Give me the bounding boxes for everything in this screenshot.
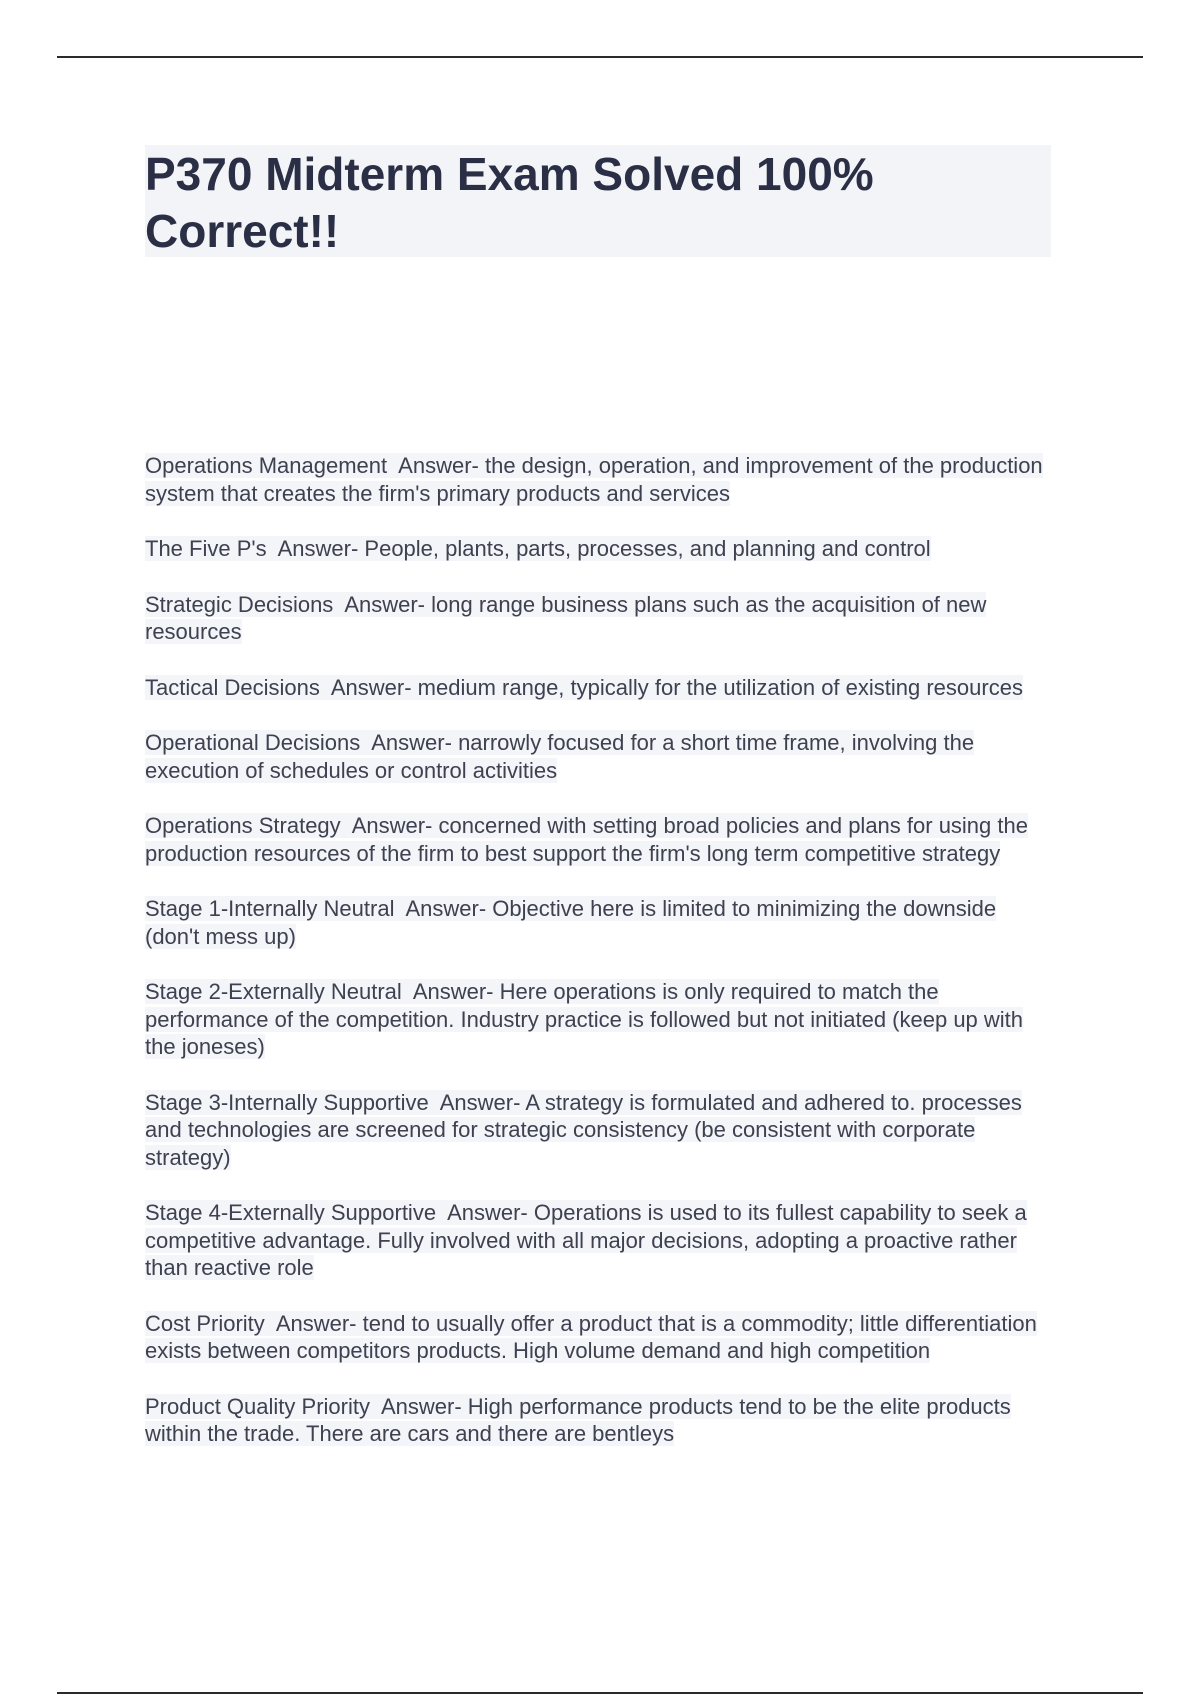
qa-term: Strategic Decisions	[145, 591, 334, 617]
qa-entry	[145, 729, 1045, 784]
qa-answer: People, plants, parts, processes, and planning and control	[364, 536, 931, 561]
qa-entry	[145, 591, 1045, 646]
qa-entry	[145, 535, 1045, 563]
qa-term: Operations Management	[145, 453, 388, 478]
qa-entry	[145, 1393, 1045, 1448]
qa-term: Cost Priority	[145, 1310, 265, 1336]
qa-term: Operational Decisions	[145, 730, 361, 755]
qa-entry-text	[145, 592, 986, 645]
qa-term: Tactical Decisions	[145, 674, 320, 700]
qa-term: Product Quality Priority	[145, 1393, 370, 1419]
qa-list	[145, 452, 1045, 1476]
qa-entry	[145, 1199, 1045, 1282]
qa-entry	[145, 1310, 1045, 1365]
qa-entry-text	[145, 896, 996, 949]
qa-entry-text	[145, 730, 974, 783]
qa-entry-text	[145, 453, 1043, 506]
qa-answer: the design, operation, and improvement of the production system that creates the firm's primary products and services	[145, 453, 1043, 506]
qa-answer: concerned with setting broad policies and plans for using the production resources of the firm to best support the firm's long term competitive strategy	[145, 813, 1028, 866]
qa-entry	[145, 895, 1045, 950]
answer-marker: Answer-	[380, 1393, 462, 1419]
answer-marker: Answer-	[275, 1310, 357, 1336]
qa-term: Operations Strategy	[145, 813, 341, 838]
document-title: P370 Midterm Exam Solved 100% Correct!!	[145, 148, 874, 257]
answer-marker: Answer-	[351, 813, 433, 838]
qa-answer: High performance products tend to be the elite products within the trade. There are cars and there are bentleys	[145, 1393, 1011, 1446]
answer-marker: Answer-	[277, 536, 359, 561]
top-rule	[57, 56, 1143, 58]
qa-term: Stage 1-Internally Neutral	[145, 896, 395, 921]
answer-marker: Answer-	[439, 1089, 521, 1115]
qa-term: Stage 2-Externally Neutral	[145, 979, 402, 1004]
answer-marker: Answer-	[447, 1200, 528, 1225]
qa-answer: long range business plans such as the acquisition of new resources	[145, 591, 987, 644]
qa-entry-text	[145, 1200, 1027, 1280]
qa-entry	[145, 1089, 1045, 1172]
qa-answer: medium range, typically for the utilization of existing resources	[417, 674, 1023, 700]
qa-answer: A strategy is formulated and adhered to. processes and technologies are screened for strategic consistency (be consistent with corporate strategy)	[145, 1089, 1022, 1170]
qa-entry	[145, 452, 1045, 507]
answer-marker: Answer-	[405, 896, 487, 921]
answer-marker: Answer-	[330, 674, 412, 700]
answer-marker: Answer-	[371, 730, 452, 755]
qa-entry-text	[145, 979, 1023, 1059]
qa-answer: tend to usually offer a product that is a commodity; little differentiation exists between competitors products. High volume demand and high competition	[145, 1310, 1037, 1363]
answer-marker: Answer-	[398, 453, 479, 478]
answer-marker: Answer-	[412, 979, 494, 1004]
qa-term: Stage 3-Internally Supportive	[145, 1089, 429, 1115]
qa-term: The Five P's	[145, 536, 267, 561]
qa-entry	[145, 674, 1045, 702]
qa-entry-text	[145, 1090, 1022, 1170]
qa-entry-text	[145, 813, 1028, 866]
qa-answer: Objective here is limited to minimizing the downside (don't mess up)	[145, 896, 997, 949]
answer-marker: Answer-	[344, 591, 426, 617]
qa-term: Stage 4-Externally Supportive	[145, 1200, 437, 1225]
qa-entry-text	[145, 1311, 1037, 1364]
qa-entry-text	[145, 675, 1023, 700]
qa-answer: Operations is used to its fullest capability to seek a competitive advantage. Fully involved with all major decisions, adopting a proactive rather than reactive role	[145, 1200, 1027, 1280]
qa-answer: narrowly focused for a short time frame, involving the execution of schedules or control activities	[145, 730, 975, 783]
qa-entry	[145, 978, 1045, 1061]
qa-answer: Here operations is only required to match the performance of the competition. Industry practice is followed but not initiated (keep up with the joneses)	[145, 979, 1024, 1059]
qa-entry-text	[145, 1394, 1011, 1447]
qa-entry	[145, 812, 1045, 867]
qa-entry-text	[145, 536, 931, 561]
bottom-rule	[57, 1692, 1143, 1694]
